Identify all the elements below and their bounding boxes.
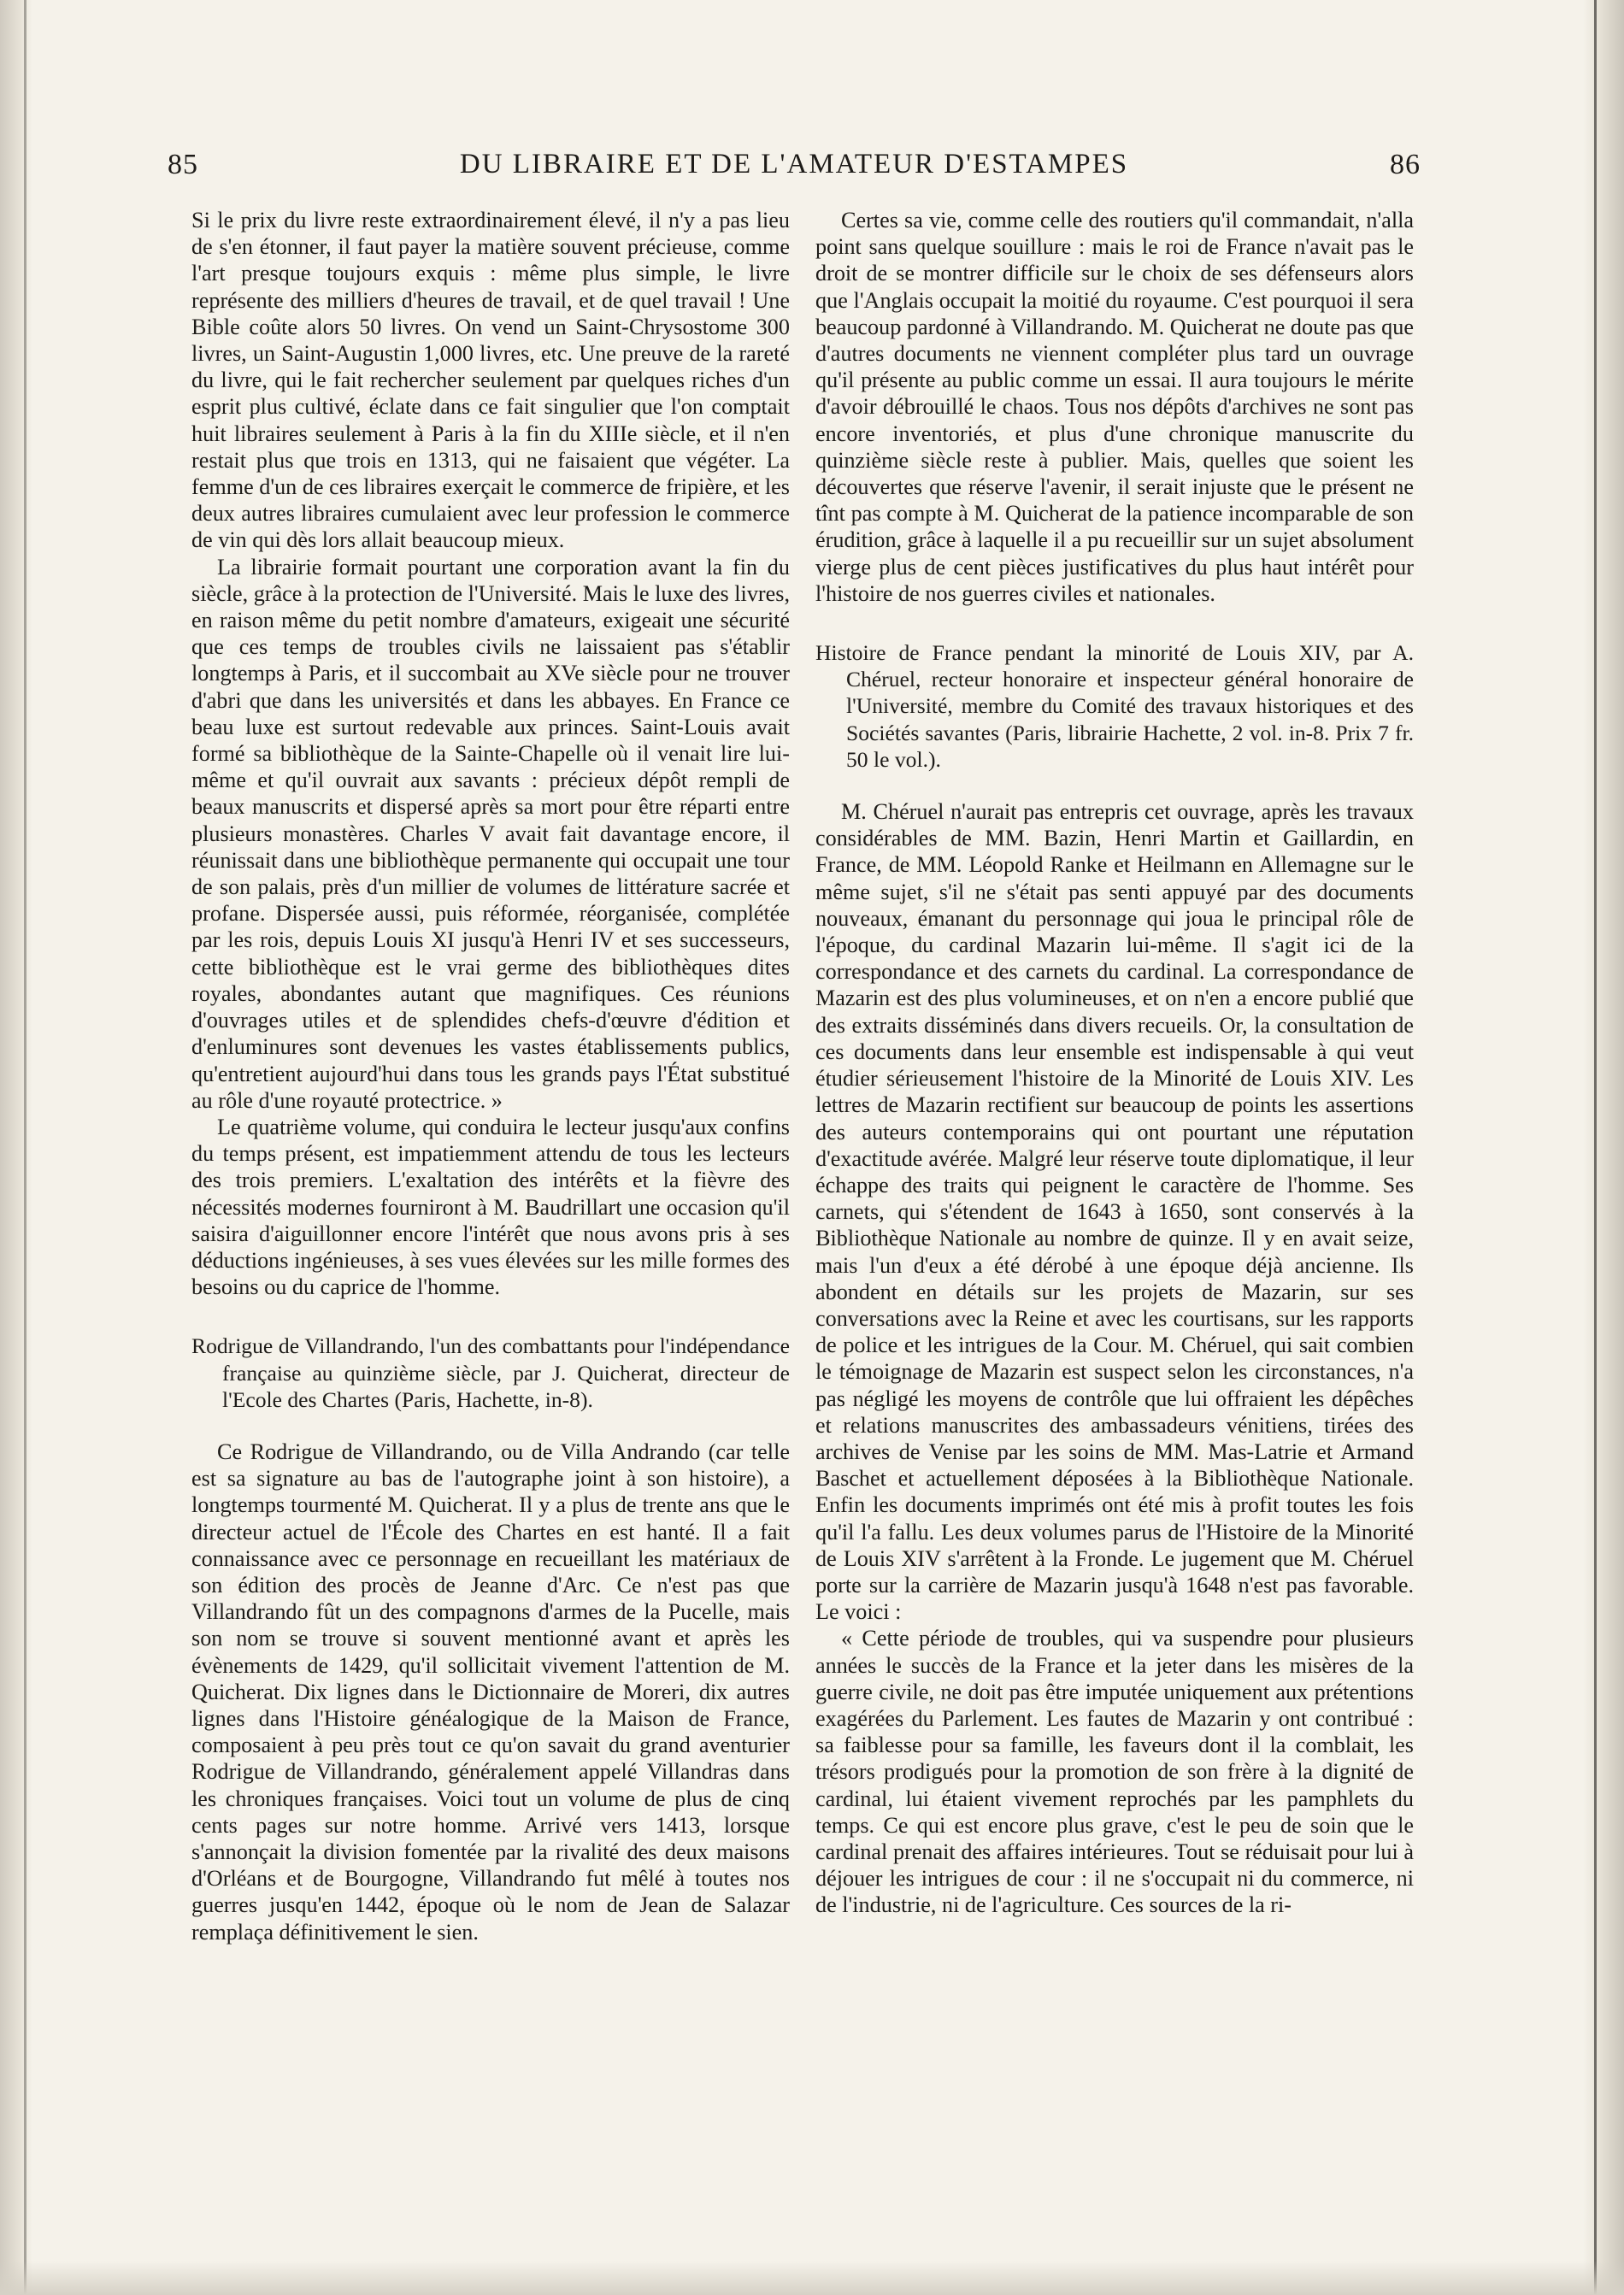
book-notice-cheruel: Histoire de France pendant la minorité de Louis XIV, par A. Chéruel, recteur honoraire et inspecteur général honoraire de l'Université, membre du Comité des travaux historiques et des Sociétés savantes (Paris, librairie Hachette, 2 vol. in-8. Prix 7 fr. 50 le vol.). <box>815 640 1414 772</box>
left-column <box>191 207 790 1945</box>
right-paragraph-2: M. Chéruel n'aurait pas entrepris cet ouvrage, après les travaux considérables de MM. Bazin, Henri Martin et Gaillardin, en France, de MM. Léopold Ranke et Heilmann en Allemagne sur le même sujet, s'il ne s'était pas senti appuyé par des documents nouveaux, émanant du personnage qui joua le principal rôle de l'époque, du cardinal Mazarin lui-même. Il s'agit ici de la correspondance et des carnets du cardinal. La correspondance de Mazarin est des plus volumineuses, et on n'en a encore publié que des extraits disséminés dans divers recueils. Or, la consultation de ces documents dans leur ensemble est indispensable à qui veut étudier sérieusement l'histoire de la Minorité de Louis XIV. Les lettres de Mazarin rectifient sur beaucoup de points les assertions des auteurs contemporains qui ont pourtant une réputation d'exactitude avérée. Malgré leur réserve toute diplomatique, il leur échappe des traits qui peignent le caractère de l'homme. Ses carnets, qui s'étendent de 1643 à 1650, sont conservés à la Bibliothèque Nationale au nombre de quinze. Il y en avait seize, mais l'un d'eux a été dérobé à une époque déjà ancienne. Ils abondent en détails sur les projets de Mazarin, sur ses conversations avec la Reine et avec les courtisans, sur les rapports de police et les intrigues de la Cour. M. Chéruel, qui sait combien le témoignage de Mazarin est suspect selon les circonstances, n'a pas négligé les moyens de contrôle que lui offraient les dépêches et relations manuscrites des ambassadeurs vénitiens, tirées des archives de Venise par les soins de MM. Mas-Latrie et Armand Baschet et actuellement déposées à la Bibliothèque Nationale. Enfin les documents imprimés ont été mis à profit toutes les fois qu'il l'a fallu. Les deux volumes parus de l'Histoire de la Minorité de Louis XIV s'arrêtent à la Fronde. Le jugement que M. Chéruel porte sur la carrière de Mazarin jusqu'à 1648 n'est pas favorable. Le voici : <box>815 799 1414 1625</box>
binding-line <box>24 0 26 2295</box>
page-edge-left <box>0 0 32 2295</box>
page-header <box>168 149 1421 191</box>
page-number-left: 85 <box>168 149 198 180</box>
running-head: DU LIBRAIRE ET DE L'AMATEUR D'ESTAMPES <box>459 149 1129 179</box>
right-paragraph-3: « Cette période de troubles, qui va suspendre pour plusieurs années le succès de la France et la jeter dans les misères de la guerre civile, ne doit pas être imputée uniquement aux prétentions exagérées du Parlement. Les fautes de Mazarin y ont contribué : sa faiblesse pour sa famille, les faveurs dont il la comblait, les trésors prodigués pour la promotion de son frère à la dignité de cardinal, lui étaient vivement reprochés par les pamphlets du temps. Ce qui est encore plus grave, c'est le peu de soin que le cardinal prenait des affaires intérieures. Tout se réduisait pour lui à déjouer les intrigues de cour : il ne s'occupait ni du commerce, ni de l'industrie, ni de l'agriculture. Ces sources de la ri- <box>815 1626 1414 1918</box>
page-number-right: 86 <box>1390 149 1421 180</box>
page-edge-right <box>1583 0 1624 2295</box>
right-page-rule <box>1594 0 1597 2295</box>
left-paragraph-2: La librairie formait pourtant une corporation avant la fin du siècle, grâce à la protection de l'Université. Mais le luxe des livres, en raison même du petit nombre d'amateurs, exigeait une sécurité que ces temps de troubles civils ne laissaient pas s'établir longtemps à Paris, et il succombait au XVe siècle pour ne trouver d'abri que dans les universités et dans les abbayes. En France ce beau luxe est surtout redevable aux princes. Saint-Louis avait formé sa bibliothèque de la Sainte-Chapelle où il venait lire lui-même et qu'il ouvrait aux savants : précieux dépôt rempli de beaux manuscrits et dispersé après sa mort pour être réparti entre plusieurs monastères. Charles V avait fait davantage encore, il réunissait dans une bibliothèque permanente qui occupait une tour de son palais, près d'un millier de volumes de littérature sacrée et profane. Dispersée aussi, puis réformée, réorganisée, complétée par les rois, depuis Louis XI jusqu'à Henri IV et ses successeurs, cette bibliothèque est le vrai germe des bibliothèques dites royales, abondantes autant que magnifiques. Ces réunions d'ouvrages utiles et de splendides chefs-d'œuvre d'édition et d'enluminures sont devenues les vastes établissements publics, qu'entretient aujourd'hui dans tous les grands pays l'État substitué au rôle d'une royauté protectrice. » <box>191 554 790 1113</box>
scan-bottom-edge <box>0 2261 1624 2295</box>
book-notice-villandrando: Rodrigue de Villandrando, l'un des combattants pour l'indépendance française au quinzième siècle, par J. Quicherat, directeur de l'Ecole des Chartes (Paris, Hachette, in-8). <box>191 1333 790 1412</box>
left-paragraph-3: Le quatrième volume, qui conduira le lecteur jusqu'aux confins du temps présent, est impatiemment attendu de tous les lecteurs des trois premiers. L'exaltation des intérêts et la fièvre des nécessités modernes fourniront à M. Baudrillart une occasion qu'il saisira d'aiguillonner encore l'intérêt que nous avons pris à ses déductions ingénieuses, à ses vues élevées sur les mille formes des besoins ou du caprice de l'homme. <box>191 1114 790 1300</box>
left-paragraph-1: Si le prix du livre reste extraordinairement élevé, il n'y a pas lieu de s'en étonner, il faut payer la matière souvent précieuse, comme l'art presque toujours exquis : même plus simple, le livre représente des milliers d'heures de travail, et de quel travail ! Une Bible coûte alors 50 livres. On vend un Saint-Chrysostome 300 livres, un Saint-Augustin 1,000 livres, etc. Une preuve de la rareté du livre, qui le fait rechercher seulement par quelques riches d'un esprit plus cultivé, éclate dans ce fait singulier que l'on comptait huit libraires seulement à Paris à la fin du XIIIe siècle, et il n'en restait plus que trois en 1313, qui ne faisaient que végéter. La femme d'un de ces libraires exerçait le commerce de fripière, et les deux autres libraires cumulaient avec leur profession le commerce de vin qui dès lors allait beaucoup mieux. <box>191 208 790 553</box>
right-column <box>815 207 1414 1919</box>
left-paragraph-4: Ce Rodrigue de Villandrando, ou de Villa Andrando (car telle est sa signature au bas de l'autographe joint à son histoire), a longtemps tourmenté M. Quicherat. Il y a plus de trente ans que le directeur actuel de l'École des Chartes en est hanté. Il a fait connaissance avec ce personnage en recueillant les matériaux de son édition des procès de Jeanne d'Arc. Ce n'est pas que Villandrando fût un des compagnons d'armes de la Pucelle, mais son nom se trouve si souvent mentionné avant et après les évènements de 1429, qu'il sollicitait vivement l'attention de M. Quicherat. Dix lignes dans le Dictionnaire de Moreri, dix autres lignes dans l'Histoire généalogique de la Maison de France, composaient à peu près tout ce qu'on savait du grand aventurier Rodrigue de Villandrando, généralement appelé Villandras dans les chroniques françaises. Voici tout un volume de plus de cinq cents pages sur notre homme. Arrivé vers 1413, lorsque s'annonçait la division fomentée par la rivalité des deux maisons d'Orléans et de Bourgogne, Villandrando fut mêlé à toutes nos guerres jusqu'en 1442, époque où le nom de Jean de Salazar remplaça définitivement le sien. <box>191 1439 790 1945</box>
right-paragraph-1: Certes sa vie, comme celle des routiers qu'il commandait, n'alla point sans quelque souillure : mais le roi de France n'avait pas le droit de se montrer difficile sur le choix de ses défenseurs alors que l'Anglais occupait la moitié du royaume. C'est pourquoi il sera beaucoup pardonné à Villandrando. M. Quicherat ne doute pas que d'autres documents ne viennent compléter plus tard un ouvrage qu'il présente au public comme un essai. Il aura toujours le mérite d'avoir débrouillé le chaos. Tous nos dépôts d'archives ne sont pas encore inventoriés, et plus d'une chronique manuscrite du quinzième siècle reste à publier. Mais, quelles que soient les découvertes que réserve l'avenir, il serait injuste que le présent ne tînt pas compte à M. Quicherat de la patience incomparable de son érudition, grâce à laquelle il a pu recueillir sur un sujet absolument vierge plus de cent pièces justificatives du plus haut intérêt pour l'histoire de nos guerres civiles et nationales. <box>815 208 1414 606</box>
